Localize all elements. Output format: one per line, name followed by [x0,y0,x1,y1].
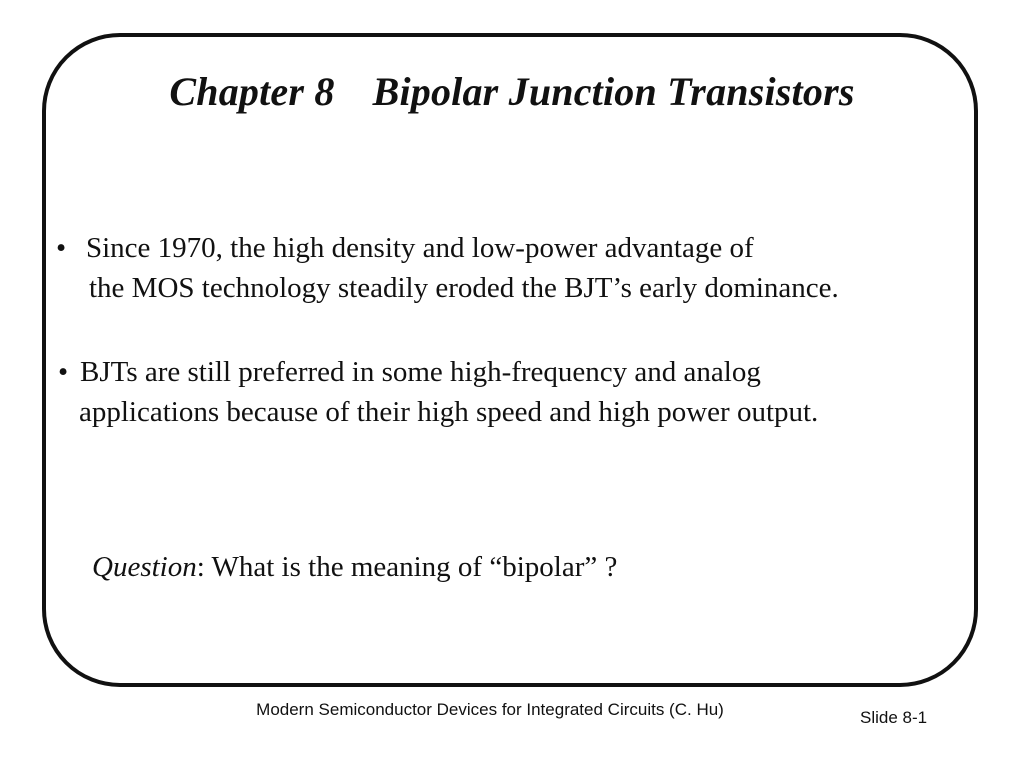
chapter-topic: Bipolar Junction Transistors [372,69,855,114]
bullet-item [56,228,839,308]
bullet-text-line: applications because of their high speed and high power output. [79,396,819,428]
question-label: Question [92,551,197,583]
bullet-marker: • [56,232,67,264]
question-prompt [92,547,617,587]
slide-title [0,68,1024,115]
slide-number: Slide 8-1 [860,708,928,727]
bullet-item [58,352,818,432]
footer-book-title: Modern Semiconductor Devices for Integrated Circuits (C. Hu) [256,700,724,719]
bullet-text-line: Since 1970, the high density and low-power advantage of [86,232,754,264]
bullet-marker: • [58,356,69,388]
bullet-text-line: the MOS technology steadily eroded the BJT’s early dominance. [89,272,839,304]
bullet-text-line: BJTs are still preferred in some high-frequency and analog [80,356,761,388]
chapter-label: Chapter 8 [169,69,335,114]
question-text: : What is the meaning of “bipolar” ? [196,551,618,583]
